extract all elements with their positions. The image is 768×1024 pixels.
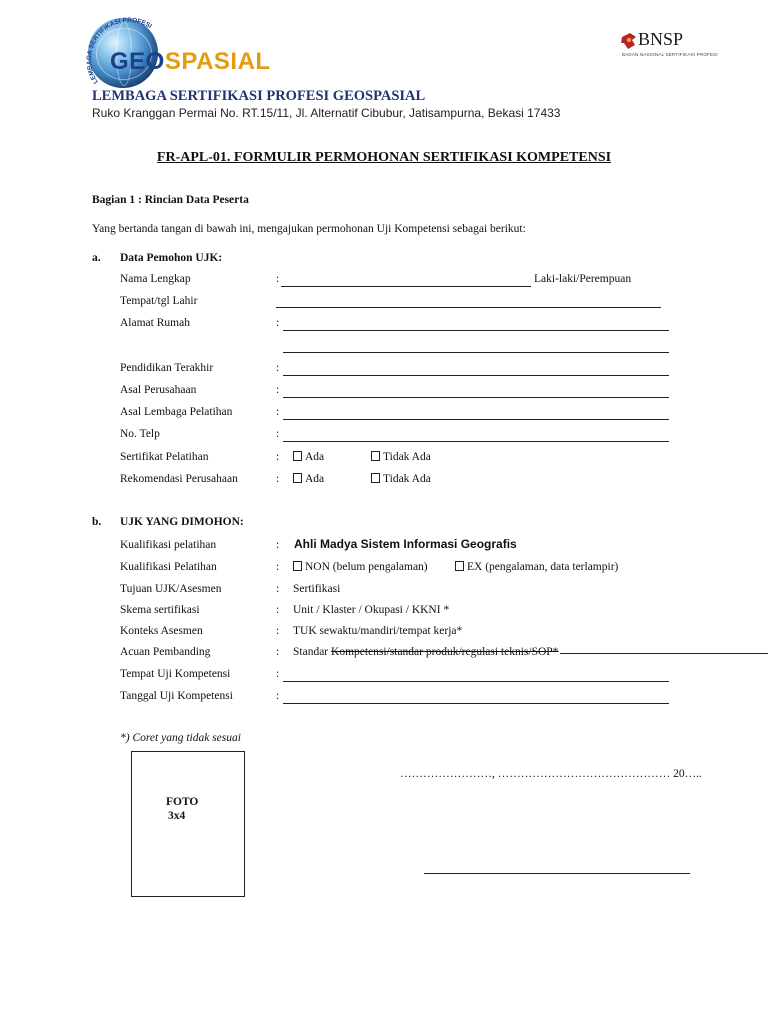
colon: : (276, 362, 280, 374)
label-pendidikan: Pendidikan Terakhir (120, 362, 214, 374)
bnsp-subtitle: BADAN NASIONAL SERTIFIKASI PROFESI (622, 52, 718, 57)
footnote: *) Coret yang tidak sesuai (120, 732, 241, 744)
colon: : (276, 384, 280, 396)
tujuan-value: Sertifikasi (293, 583, 341, 595)
colon: : (276, 451, 280, 463)
part-a-title: Data Pemohon UJK: (120, 252, 223, 264)
signature-line[interactable] (424, 873, 690, 874)
bnsp-logo-icon (620, 31, 638, 51)
colon: : (276, 317, 280, 329)
colon: : (276, 561, 280, 573)
label-ttl: Tempat/tgl Lahir (120, 295, 198, 307)
label-tanggal-uji: Tanggal Uji Kompetensi (120, 690, 233, 702)
intro-text: Yang bertanda tangan di bawah ini, mengajukan permohonan Uji Kompetensi sebagai berikut: (92, 223, 526, 235)
label-sertifikat: Sertifikat Pelatihan (120, 451, 209, 463)
checkbox-sertifikat-tidak[interactable]: Tidak Ada (371, 451, 431, 463)
label-alamat: Alamat Rumah (120, 317, 190, 329)
field-alamat-line-1[interactable] (283, 330, 669, 331)
colon: : (276, 668, 280, 680)
skema-value: Unit / Klaster / Okupasi / KKNI * (293, 604, 450, 616)
label-nama: Nama Lengkap (120, 273, 191, 285)
part-a-letter: a. (92, 252, 101, 264)
checkbox-non[interactable]: NON (belum pengalaman) (293, 561, 428, 573)
field-perusahaan-line[interactable] (283, 397, 669, 398)
checkbox-ex[interactable]: EX (pengalaman, data terlampir) (455, 561, 618, 573)
checkbox-icon (455, 561, 464, 571)
acuan-value: Standar Kompetensi/standar produk/regulasi teknis/SOP* (293, 646, 559, 658)
org-name: LEMBAGA SERTIFIKASI PROFESI GEOSPASIAL (92, 88, 426, 104)
field-lembaga-line[interactable] (283, 419, 669, 420)
checkbox-rekomendasi-ada[interactable]: Ada (293, 473, 324, 485)
label-lembaga: Asal Lembaga Pelatihan (120, 406, 233, 418)
part-b-letter: b. (92, 516, 102, 528)
checkbox-icon (371, 473, 380, 483)
field-nama-line[interactable] (281, 286, 531, 287)
label-kualifikasi-2: Kualifikasi Pelatihan (120, 561, 217, 573)
section-heading: Bagian 1 : Rincian Data Peserta (92, 194, 249, 206)
photo-label: FOTO (166, 796, 199, 808)
field-ttl-line[interactable] (276, 307, 661, 308)
gender-option: Laki-laki/Perempuan (534, 273, 632, 285)
checkbox-icon (293, 561, 302, 571)
colon: : (276, 406, 280, 418)
label-perusahaan: Asal Perusahaan (120, 384, 197, 396)
bnsp-logo-text: BNSP (638, 29, 684, 49)
colon: : (276, 273, 280, 285)
field-pendidikan-line[interactable] (283, 375, 669, 376)
svg-text:LEMBAGA SERTIFIKASI PROFESI: LEMBAGA SERTIFIKASI PROFESI (85, 16, 153, 85)
colon: : (276, 646, 280, 658)
kualifikasi-value: Ahli Madya Sistem Informasi Geografis (294, 537, 517, 551)
document-title: FR-APL-01. FORMULIR PERMOHONAN SERTIFIKASI KOMPETENSI (156, 150, 612, 165)
colon: : (276, 428, 280, 440)
colon: : (276, 539, 280, 551)
label-kualifikasi: Kualifikasi pelatihan (120, 539, 217, 551)
acuan-extension-line (560, 653, 768, 654)
photo-box (131, 751, 245, 897)
field-tempat-uji-line[interactable] (283, 681, 669, 682)
field-alamat-line-2[interactable] (283, 352, 669, 353)
field-tanggal-uji-line[interactable] (283, 703, 669, 704)
label-tujuan: Tujuan UJK/Asesmen (120, 583, 222, 595)
konteks-value: TUK sewaktu/mandiri/tempat kerja* (293, 625, 463, 637)
label-tempat-uji: Tempat Uji Kompetensi (120, 668, 231, 680)
colon: : (276, 690, 280, 702)
org-address: Ruko Kranggan Permai No. RT.15/11, Jl. Alternatif Cibubur, Jatisampurna, Bekasi 17433 (92, 106, 561, 120)
label-rekomendasi: Rekomendasi Perusahaan (120, 473, 238, 485)
part-b-title: UJK YANG DIMOHON: (120, 516, 244, 528)
label-skema: Skema sertifikasi (120, 604, 200, 616)
photo-size: 3x4 (168, 810, 186, 822)
label-konteks: Konteks Asesmen (120, 625, 203, 637)
checkbox-icon (371, 451, 380, 461)
colon: : (276, 583, 280, 595)
colon: : (276, 625, 280, 637)
colon: : (276, 604, 280, 616)
checkbox-rekomendasi-tidak[interactable]: Tidak Ada (371, 473, 431, 485)
label-acuan: Acuan Pembanding (120, 646, 211, 658)
checkbox-icon (293, 451, 302, 461)
checkbox-icon (293, 473, 302, 483)
place-date-line[interactable]: ……………………, ……………………………………… 20….. (400, 768, 702, 780)
checkbox-sertifikat-ada[interactable]: Ada (293, 451, 324, 463)
geospasial-logo-text: GEOSPASIAL (110, 48, 271, 75)
label-telp: No. Telp (120, 428, 160, 440)
field-telp-line[interactable] (283, 441, 669, 442)
colon: : (276, 473, 280, 485)
